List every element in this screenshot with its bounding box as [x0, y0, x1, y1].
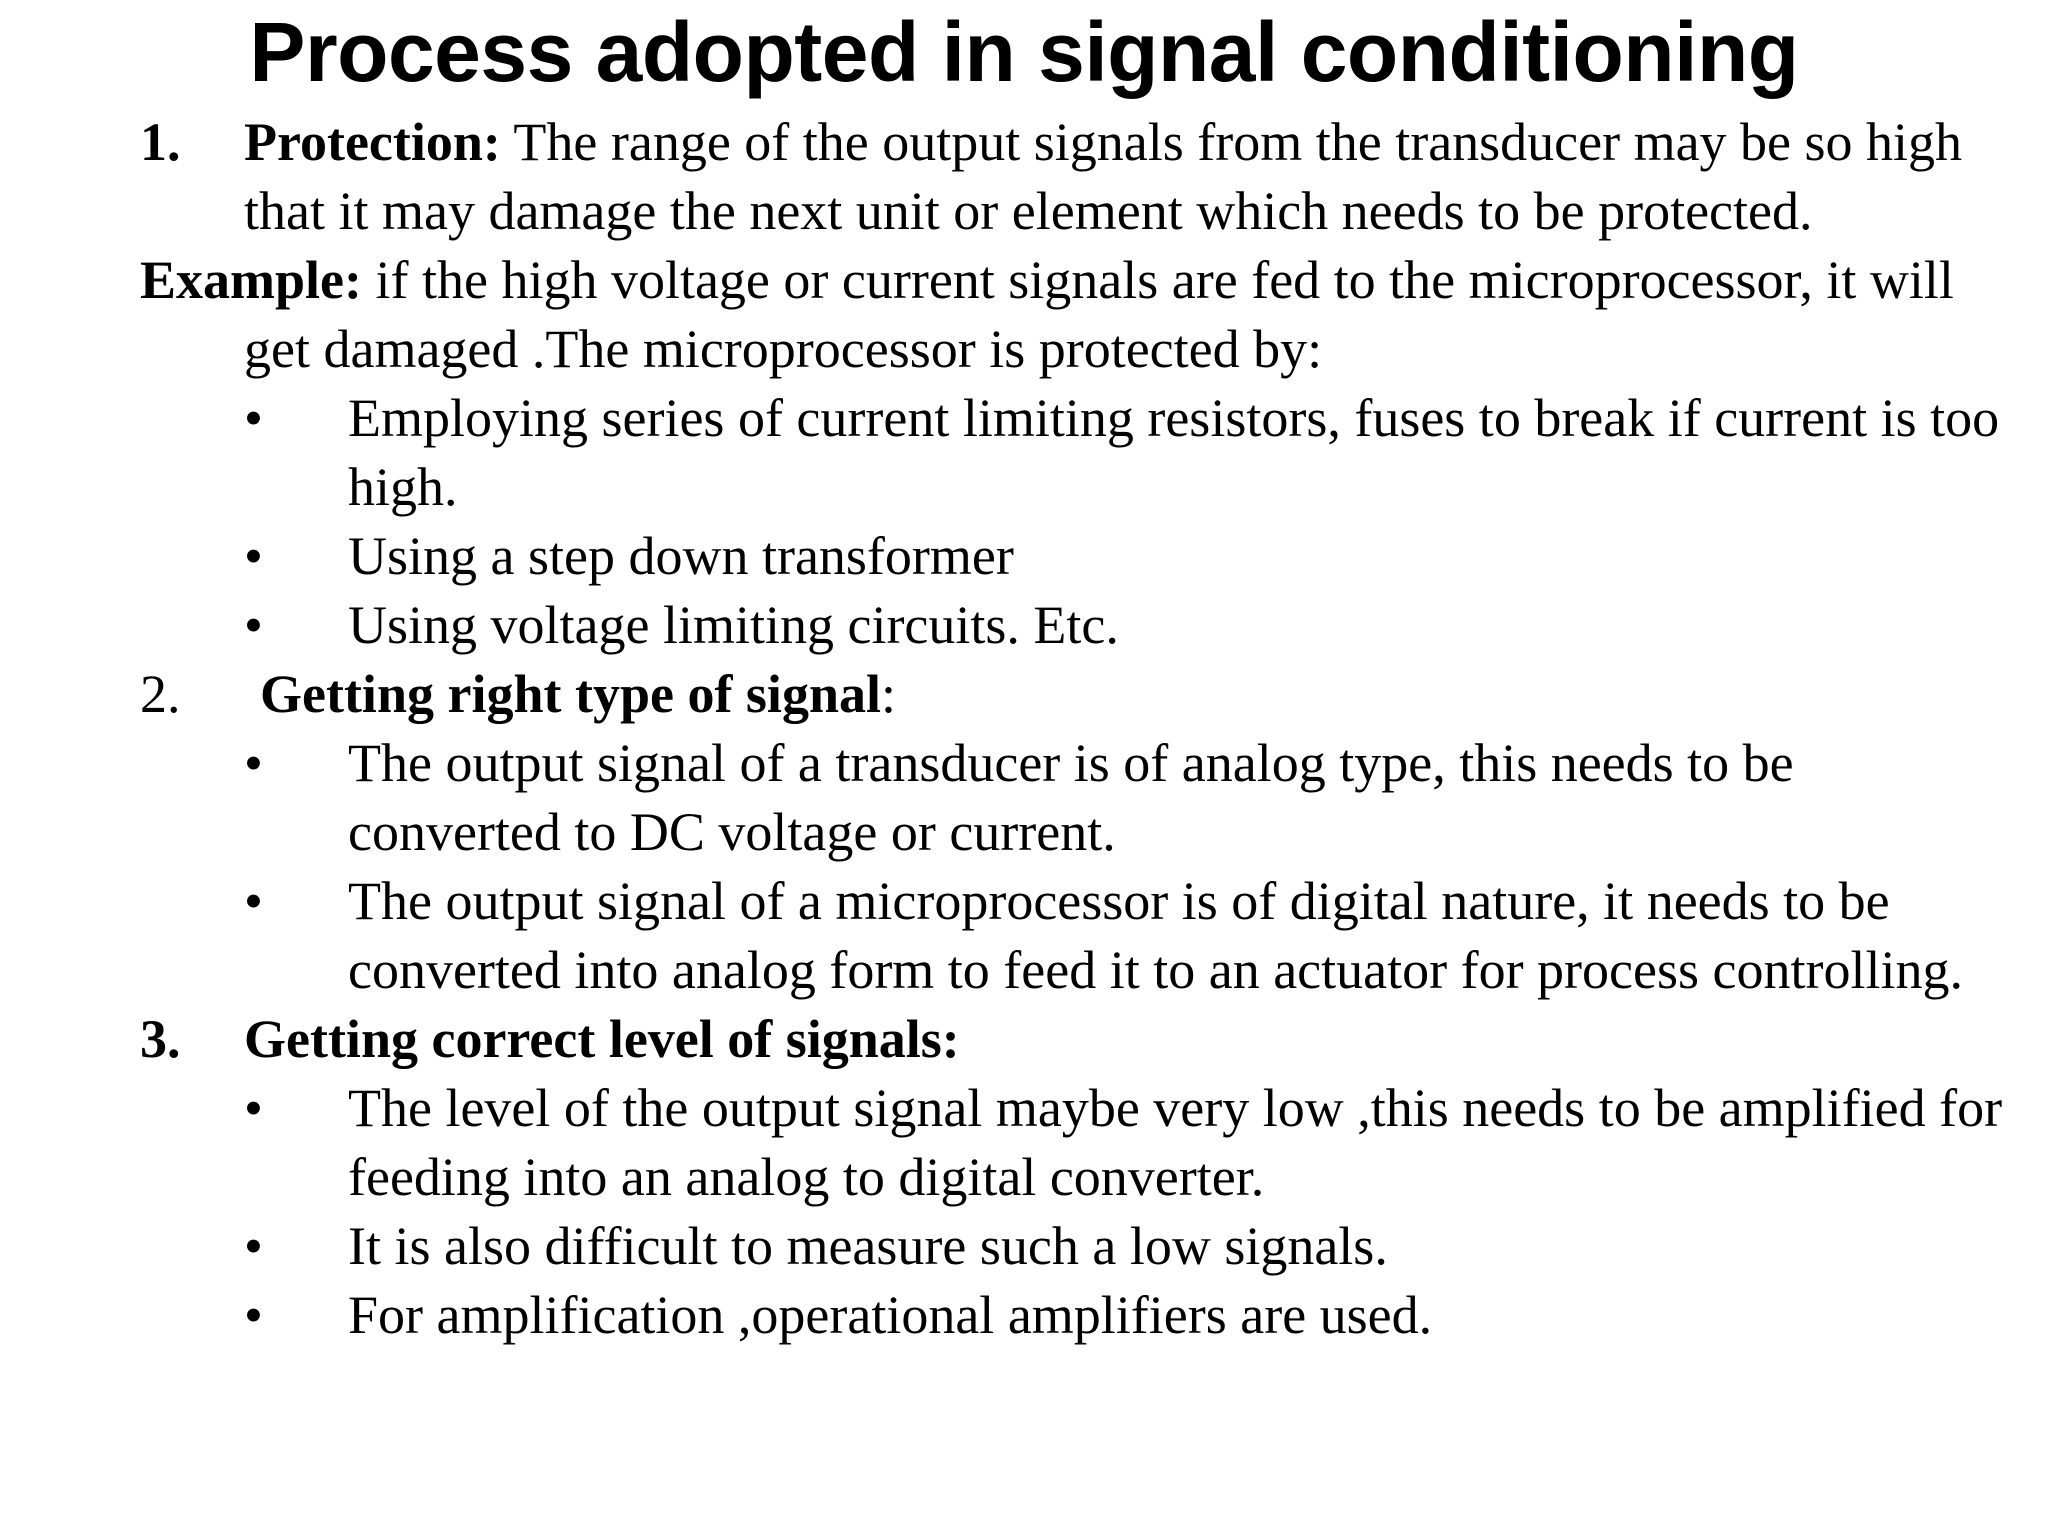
bullet-text: The level of the output signal maybe very low ,this needs to be amplified for feeding into an analog to digital converter.: [348, 1078, 2003, 1207]
list-item: [140, 1074, 2020, 1212]
bullet-text: The output signal of a microprocessor is of digital nature, it needs to be converted into analog form to feed it to an actuator for process controlling.: [348, 871, 1963, 1000]
section-number: 2.: [140, 664, 181, 724]
section-signal-level: [140, 1005, 2020, 1074]
slide-body: [140, 108, 2020, 1350]
section-text: The range of the output signals from the transducer may be so high that it may damage the next unit or element which needs to be protected.: [244, 112, 1963, 241]
bullet-text: Using a step down transformer: [348, 526, 1014, 586]
section-paragraph: [260, 660, 2020, 729]
bullet-text: Using voltage limiting circuits. Etc.: [348, 595, 1119, 655]
example-block: [140, 246, 2020, 384]
list-item: [140, 522, 2020, 591]
slide-title: Process adopted in signal conditioning: [249, 5, 1799, 99]
section-signal-type: [140, 660, 2020, 729]
list-item: [140, 1212, 2020, 1281]
bullet-icon: •: [244, 595, 263, 655]
section-number: 1.: [140, 112, 181, 172]
bullet-icon: •: [244, 1285, 263, 1345]
section-paragraph: [244, 1005, 2020, 1074]
section-heading: Protection:: [244, 112, 501, 172]
list-item: [140, 867, 2020, 1005]
section-number: 3.: [140, 1009, 181, 1069]
list-item: [140, 591, 2020, 660]
example-paragraph: [140, 246, 2020, 384]
bullet-icon: •: [244, 526, 263, 586]
section-protection: [140, 108, 2020, 246]
section-heading-suffix: :: [880, 664, 896, 724]
section-paragraph: [244, 108, 2020, 246]
bullet-text: For amplification ,operational amplifiers are used.: [348, 1285, 1433, 1345]
list-item: [140, 729, 2020, 867]
bullet-icon: •: [244, 733, 263, 793]
bullet-icon: •: [244, 388, 263, 448]
example-text: if the high voltage or current signals are fed to the microprocessor, it will get damaged .The microprocessor is protected by:: [244, 250, 1954, 379]
bullet-icon: •: [244, 1078, 263, 1138]
bullet-icon: •: [244, 1216, 263, 1276]
list-item: [140, 1281, 2020, 1350]
example-label: Example:: [140, 250, 362, 310]
list-item: [140, 384, 2020, 522]
section-heading: Getting correct level of signals:: [244, 1009, 960, 1069]
bullet-text: Employing series of current limiting resistors, fuses to break if current is too high.: [348, 388, 2000, 517]
bullet-text: The output signal of a transducer is of analog type, this needs to be converted to DC voltage or current.: [348, 733, 1794, 862]
section-heading: Getting right type of signal: [260, 664, 881, 724]
bullet-icon: •: [244, 871, 263, 931]
bullet-text: It is also difficult to measure such a low signals.: [348, 1216, 1388, 1276]
